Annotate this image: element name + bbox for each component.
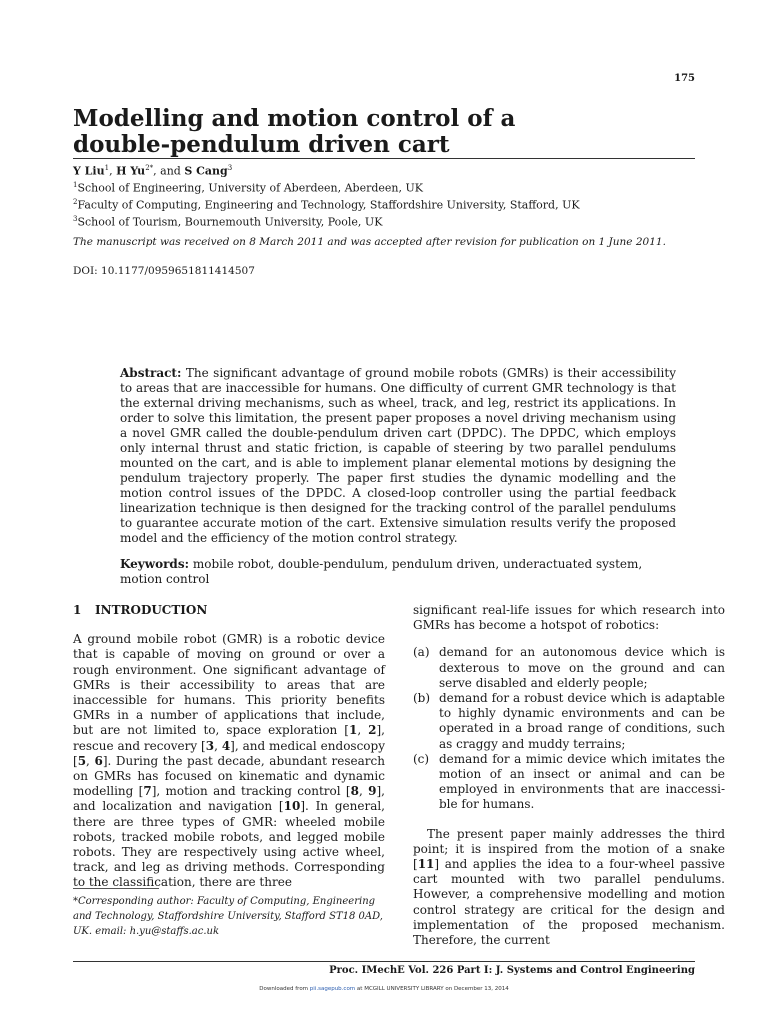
list-label: (c) (413, 751, 430, 766)
footer-rule (73, 961, 695, 962)
footnote-rule (73, 888, 159, 889)
download-link[interactable]: pii.sagepub.com (309, 986, 356, 992)
affiliation (73, 181, 423, 195)
citation-ref: 8 (350, 784, 359, 799)
text-run: ], rescue and recovery [ (73, 723, 385, 753)
download-prefix: Downloaded from (259, 986, 310, 992)
affiliation (73, 198, 580, 212)
author-sup: 3 (227, 164, 233, 172)
citation-ref: 1 (348, 723, 358, 738)
affiliation-text: Faculty of Computing, Engineering and Technology, Staffordshire University, Stafford, UK (77, 198, 580, 212)
author-sup: 1 (104, 164, 110, 172)
page-number: 175 (674, 73, 695, 84)
text-run: ]. During the past decade, abundant research on GMRs has focused on kinematic and dynamic modelling [ (73, 753, 385, 799)
doi: DOI: 10.1177/0959651811414507 (73, 265, 255, 277)
affiliation-text: School of Engineering, University of Aberdeen, Aberdeen, UK (77, 181, 423, 195)
citation-ref: 5 (77, 753, 87, 768)
left-column (73, 603, 385, 891)
paper-title (73, 106, 703, 158)
corresponding-mark: * (149, 164, 154, 172)
keywords (120, 557, 676, 587)
text-run: ], motion and tracking control [ (151, 784, 351, 799)
received-note: The manuscript was received on 8 March 2011 and was accepted after revision for publication on 1 June 2011. (73, 236, 666, 248)
list-item (413, 691, 725, 752)
title-line-2: double-pendulum driven cart (73, 131, 450, 158)
author-joiner: , and (153, 164, 185, 178)
affiliation-text: School of Tourism, Bournemouth University, Poole, UK (77, 215, 383, 229)
citation-ref: 2 (368, 723, 377, 738)
text-run: , (86, 753, 95, 768)
right-column (413, 603, 725, 948)
text-run: The present paper mainly addresses the third point; it is inspired from the motion of a snake [ (413, 826, 725, 872)
citation-ref: 6 (94, 753, 103, 768)
citation-ref: 11 (417, 857, 435, 872)
text-run: A ground mobile robot (GMR) is a robotic device that is capable of moving on ground or over a rough environment. One significant advantage of GMRs is their accessibility to areas that are inaccessible for humans. This priority benefits GMRs in a number of applications that include, but are not limited to, space exploration [ (73, 632, 385, 738)
citation-ref: 4 (221, 738, 231, 753)
affiliation-sup: 1 (73, 181, 78, 189)
abstract (120, 366, 676, 546)
citation-ref: 3 (205, 738, 215, 753)
section-heading (73, 603, 385, 618)
author-list (73, 164, 232, 178)
title-line-1: Modelling and motion control of a (73, 105, 516, 132)
author-name: S Cang (184, 164, 228, 178)
section-title: INTRODUCTION (95, 603, 208, 617)
author-name: Y Liu (73, 164, 105, 178)
affiliation-sup: 3 (73, 215, 78, 223)
affiliation (73, 215, 382, 229)
download-suffix: at MCGILL UNIVERSITY LIBRARY on December 13, 2014 (355, 986, 509, 992)
right-intro: significant real-life issues for which research into GMRs has become a hotspot of robotics: (413, 603, 725, 633)
list-text: demand for a mimic device which imitates the motion of an insect or animal and can be employed in environments that are inaccessible for humans. (439, 751, 725, 812)
text-run: ]. In general, there are three types of GMR: wheeled mobile robots, tracked mobile robots, and legged mobile robots. They are respectively using active wheel, track, and leg as driving methods. Corresponding to the classification, there are three (73, 799, 385, 890)
citation-ref: 10 (283, 799, 301, 814)
keywords-text: mobile robot, double-pendulum, pendulum driven, underactuated system, motion control (120, 557, 643, 586)
text-run: , (357, 723, 369, 738)
affiliation-sup: 2 (73, 198, 78, 206)
abstract-label: Abstract: (120, 366, 182, 380)
text-run: , (358, 784, 369, 799)
text-run: , (214, 738, 222, 753)
abstract-text: The significant advantage of ground mobile robots (GMRs) is their accessibility to areas that are inaccessible for humans. One difficulty of current GMR technology is that the external driving mechanisms, such as wheel, track, and leg, restrict its applications. In order to solve this limitation, the present paper proposes a novel driving mechanism using a novel GMR called the double-pendulum driven cart (DPDC). The DPDC, which employs only internal thrust and static friction, is capable of steering by two parallel pendulums mounted on the cart, and is able to implement planar elemental motions by designing the pendulum trajectory properly. The paper first studies the dynamic modelling and the motion control issues of the DPDC. A closed-loop controller using the partial feedback linearization technique is then designed for the tracking control of the parallel pendulums to guarantee accurate motion of the cart. Extensive simulation results verify the proposed model and the efficiency of the motion control strategy. (120, 366, 676, 545)
text-run: ], and medical endoscopy [ (73, 738, 385, 768)
issue-list (413, 645, 725, 812)
keywords-label: Keywords: (120, 557, 190, 571)
download-notice (0, 986, 768, 992)
section-number: 1 (73, 603, 82, 617)
list-item (413, 645, 725, 691)
text-run: ] and applies the idea to a four-wheel passive cart mounted with two parallel pendulums. However, a comprehensive modelling and motion control strategy are critical for the design and implementation of the proposed mechanism. Therefore, the current (413, 857, 725, 948)
author-joiner: , (109, 164, 117, 178)
journal-footer: Proc. IMechE Vol. 226 Part I: J. Systems and Control Engineering (329, 965, 695, 976)
list-label: (b) (413, 691, 431, 706)
citation-ref: 9 (368, 784, 377, 799)
author-sup: 2 (145, 164, 150, 172)
list-text: demand for an autonomous device which is dexterous to move on the ground and can serve disabled and elderly people; (439, 645, 725, 690)
intro-paragraph (73, 632, 385, 890)
title-rule (73, 158, 695, 159)
text-run: ], and localization and navigation [ (73, 784, 385, 814)
list-label: (a) (413, 645, 430, 660)
body-paragraph (413, 827, 725, 949)
footnote: *Corresponding author: Faculty of Computing, Engineering and Technology, Staffordshire University, Stafford ST18 0AD, UK. email: h.yu@staffs.ac.uk (73, 896, 383, 937)
list-item (413, 752, 725, 813)
citation-ref: 7 (143, 784, 152, 799)
author-name: H Yu (116, 164, 146, 178)
list-text: demand for a robust device which is adaptable to highly dynamic environments and can be operated in a broad range of conditions, such as craggy and muddy terrains; (439, 691, 725, 751)
